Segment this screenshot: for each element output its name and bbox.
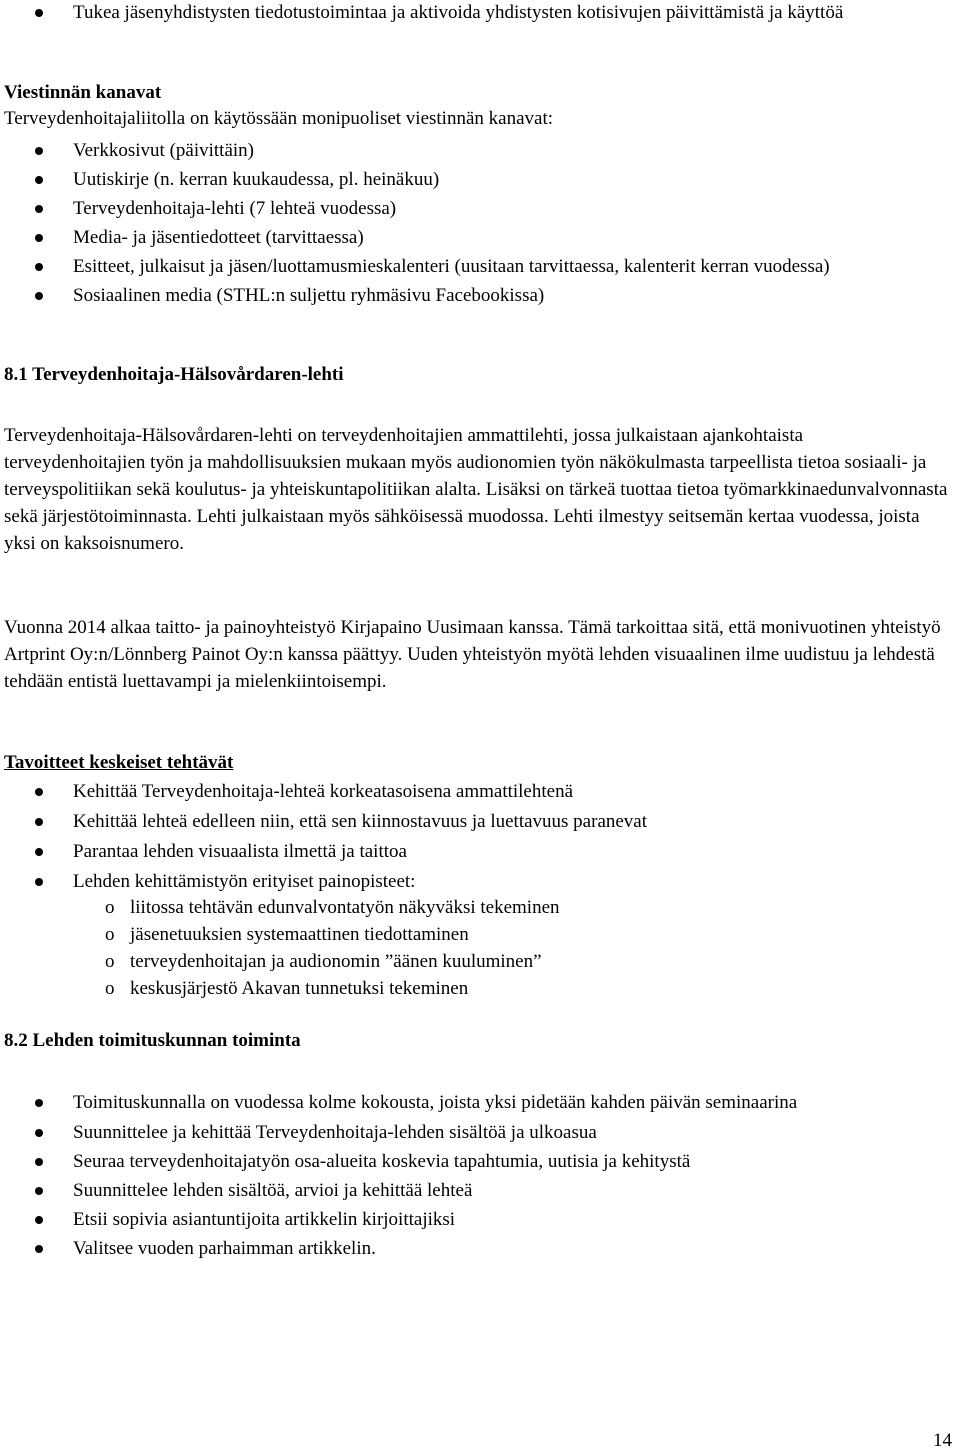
bullet-icon	[35, 1245, 43, 1253]
goals-sublist	[0, 895, 945, 1002]
bullet-icon	[35, 176, 43, 184]
list-item: Media- ja jäsentiedotteet (tarvittaessa)	[0, 225, 945, 251]
bullet-icon	[35, 1158, 43, 1166]
page-number: 14	[933, 1430, 952, 1451]
goals-list	[0, 779, 945, 895]
bullet-icon	[35, 848, 43, 856]
circle-bullet-icon: o	[105, 897, 115, 918]
bullet-icon	[35, 818, 43, 826]
channels-lead: Terveydenhoitajaliitolla on käytössään monipuoliset viestinnän kanavat:	[4, 108, 554, 129]
bullet-icon	[35, 788, 43, 796]
sub-list-item: o liitossa tehtävän edunvalvontatyön näkyväksi tekeminen	[0, 895, 945, 921]
section-heading: 8.1 Terveydenhoitaja-Hälsovårdaren-lehti	[4, 364, 344, 385]
bullet-icon	[35, 878, 43, 886]
bullet-icon	[35, 263, 43, 271]
section-81-body	[0, 422, 949, 557]
paragraph: Terveydenhoitaja-Hälsovårdaren-lehti on terveydenhoitajien ammattilehti, jossa julkaistaan ajankohtaista terveydenhoitajien työn ja mahdollisuuksien mukaan myös audionomien työn näkökulmasta tarpeellista tietoa sosiaali- ja terveyspolitiikan sekä koulutus- ja yhteiskuntapolitiikan alalta. Lisäksi on tärkeä tuottaa tietoa työmarkkinaedunvalvonnasta sekä järjestötoiminnasta. Lehti julkaistaan myös sähköisessä muodossa. Lehti ilmestyy seitsemän kertaa vuodessa, joista yksi on kaksoisnumero.	[4, 425, 948, 554]
bullet-icon	[35, 205, 43, 213]
section-82-list	[0, 1090, 945, 1262]
channels-heading: Viestinnän kanavat	[4, 82, 162, 103]
list-item: Kehittää lehteä edelleen niin, että sen kiinnostavuus ja luettavuus paranevat	[0, 809, 945, 835]
list-item: Terveydenhoitaja-lehti (7 lehteä vuodessa)	[0, 196, 945, 222]
section-82	[0, 1028, 949, 1054]
bullet-icon	[35, 147, 43, 155]
list-item: Esitteet, julkaisut ja jäsen/luottamusmieskalenteri (uusitaan tarvittaessa, kalenterit kerran vuodessa)	[0, 254, 945, 280]
circle-bullet-icon: o	[105, 924, 115, 945]
list-item: Verkkosivut (päivittäin)	[0, 138, 945, 164]
channels-list	[0, 138, 945, 309]
section-81	[0, 362, 949, 388]
channels-section	[0, 80, 949, 132]
bullet-icon	[35, 234, 43, 242]
bullet-icon	[35, 1216, 43, 1224]
section-heading: 8.2 Lehden toimituskunnan toiminta	[4, 1030, 301, 1051]
list-item: Toimituskunnalla on vuodessa kolme kokousta, joista yksi pidetään kahden päivän seminaarina	[0, 1090, 945, 1116]
list-item: Sosiaalinen media (STHL:n suljettu ryhmäsivu Facebookissa)	[0, 283, 945, 309]
bullet-icon	[35, 292, 43, 300]
circle-bullet-icon: o	[105, 978, 115, 999]
bullet-icon	[35, 1187, 43, 1195]
list-item: Suunnittelee lehden sisältöä, arvioi ja kehittää lehteä	[0, 1178, 945, 1204]
sub-list-item: o terveydenhoitajan ja audionomin ”äänen kuuluminen”	[0, 949, 945, 975]
goals-heading: Tavoitteet keskeiset tehtävät	[4, 752, 234, 773]
list-item: Lehden kehittämistyön erityiset painopisteet:	[0, 869, 945, 895]
bullet-icon	[35, 1129, 43, 1137]
bullet-icon	[35, 1099, 43, 1107]
list-item: Suunnittelee ja kehittää Terveydenhoitaja-lehden sisältöä ja ulkoasua	[0, 1120, 945, 1146]
sub-list-item: o jäsenetuuksien systemaattinen tiedottaminen	[0, 922, 945, 948]
list-item: Uutiskirje (n. kerran kuukaudessa, pl. heinäkuu)	[0, 167, 945, 193]
sub-list-item: o keskusjärjestö Akavan tunnetuksi tekeminen	[0, 976, 945, 1002]
list-item: Parantaa lehden visuaalista ilmettä ja taittoa	[0, 839, 945, 865]
bullet-icon	[35, 9, 43, 17]
goals-section	[0, 750, 949, 776]
list-item: Tukea jäsenyhdistysten tiedotustoimintaa ja aktivoida yhdistysten kotisivujen päivittämistä ja käyttöä	[0, 0, 945, 26]
list-item: Kehittää Terveydenhoitaja-lehteä korkeatasoisena ammattilehtenä	[0, 779, 945, 805]
list-item: Etsii sopivia asiantuntijoita artikkelin kirjoittajiksi	[0, 1207, 945, 1233]
circle-bullet-icon: o	[105, 951, 115, 972]
section-81-body-2	[0, 614, 949, 695]
paragraph: Vuonna 2014 alkaa taitto- ja painoyhteistyö Kirjapaino Uusimaan kanssa. Tämä tarkoittaa sitä, että monivuotinen yhteistyö Artprint Oy:n/Lönnberg Painot Oy:n kanssa päättyy. Uuden yhteistyön myötä lehden visuaalinen ilme uudistuu ja lehdestä tehdään entistä luettavampi ja mielenkiintoisempi.	[4, 617, 941, 692]
list-item: Seuraa terveydenhoitajatyön osa-alueita koskevia tapahtumia, uutisia ja kehitystä	[0, 1149, 945, 1175]
intro-list	[0, 0, 945, 26]
list-item: Valitsee vuoden parhaimman artikkelin.	[0, 1236, 945, 1262]
